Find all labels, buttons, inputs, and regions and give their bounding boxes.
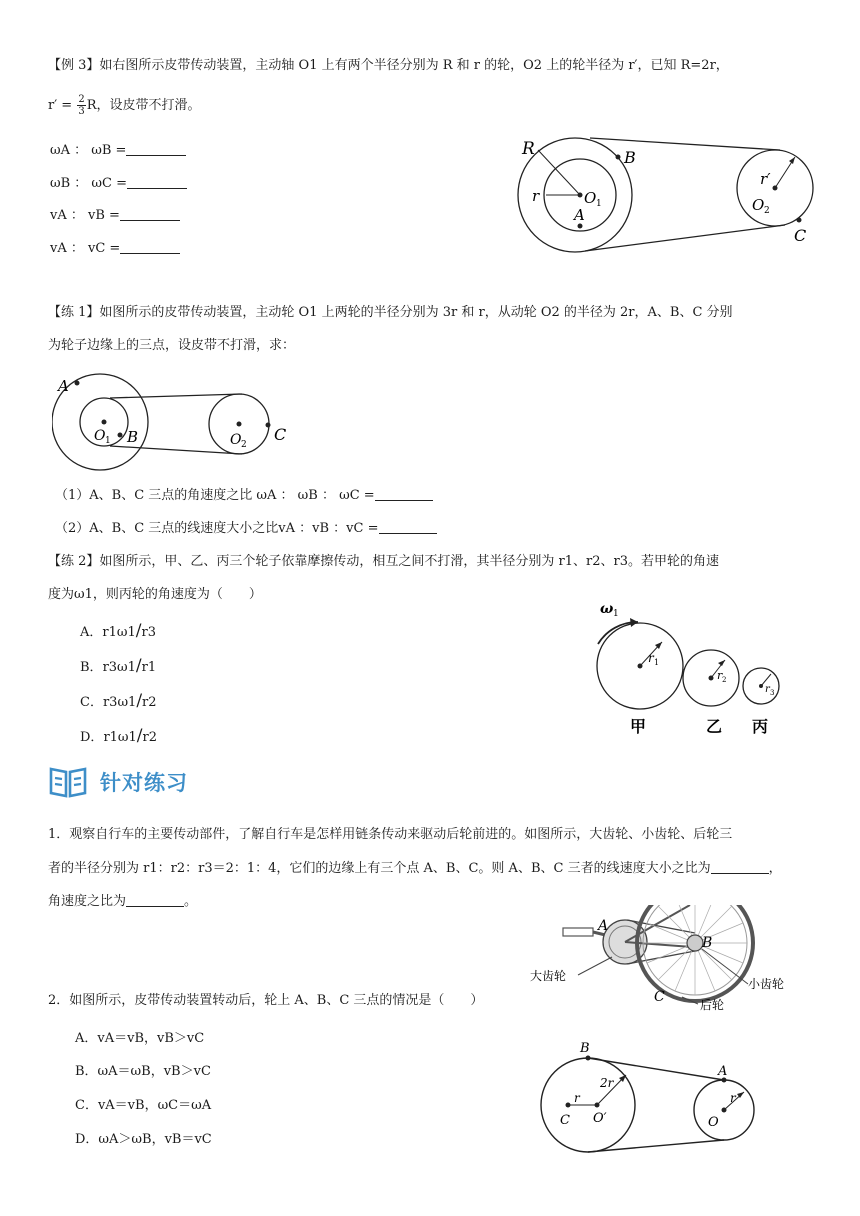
label-O1-sub: 1 xyxy=(105,436,111,446)
label-r3: r xyxy=(765,684,770,695)
small-sprocket xyxy=(687,935,703,951)
section-header xyxy=(48,762,188,802)
label-A: A xyxy=(574,206,585,224)
label-O2: O xyxy=(752,196,765,214)
ex3-belt-figure xyxy=(510,130,820,260)
option-key: D． xyxy=(80,730,104,745)
answer-blank[interactable] xyxy=(126,143,186,156)
point-B xyxy=(616,155,621,160)
label-R: R xyxy=(522,139,535,159)
label-O1-sub: 1 xyxy=(596,199,602,209)
ex3-q2 xyxy=(50,175,187,193)
point-C xyxy=(266,423,271,428)
label-C: C xyxy=(560,1113,570,1128)
label-big-sprocket: 大齿轮 xyxy=(530,969,567,983)
belt-top xyxy=(110,394,242,398)
fraction-numerator: 2 xyxy=(78,94,85,105)
q1-line2-text: 者的半径分别为 r1：r2：r3＝2：1：4，它们的边缘上有三个点 A、B、C。则 A、B、C 三者的线速度大小之比为 xyxy=(48,861,711,876)
pr1-line1: 【练 1】如图所示的皮带传动装置，主动轮 O1 上两轮的半径分别为 3r 和 r，从动轮 O2 的半径为 2r，A、B、C 分别 xyxy=(48,305,733,320)
belt-top xyxy=(590,138,780,150)
point-A xyxy=(578,224,583,229)
section-title: 针对练习 xyxy=(100,771,188,795)
label-A: A xyxy=(718,1064,728,1079)
ex3-q4 xyxy=(50,240,180,258)
label-B: B xyxy=(580,1041,590,1056)
label-r1: r xyxy=(648,651,654,665)
label-r-right: r xyxy=(730,1091,736,1105)
pr1-q1-text: （1）A、B、C 三点的角速度之比 ωA ： ωB ： ωC = xyxy=(55,488,375,503)
option-denominator: r2 xyxy=(142,695,157,710)
label-O2-sub: 2 xyxy=(764,206,770,216)
label-O2: O xyxy=(230,432,242,448)
label-O-prime: O′ xyxy=(593,1111,607,1126)
pr2-line1: 【练 2】如图所示，甲、乙、丙三个轮子依靠摩擦传动，相互之间不打滑，其半径分别为 r1、r2、r3。若甲轮的角速 xyxy=(48,554,719,569)
belt-bottom xyxy=(585,225,785,251)
ex3-line2-end: R，设皮带不打滑。 xyxy=(86,98,201,113)
label-omega-sub: 1 xyxy=(613,609,619,619)
label-yi: 乙 xyxy=(706,717,723,736)
ex3-q1 xyxy=(50,142,186,160)
fraction-denominator: 3 xyxy=(78,106,85,117)
answer-blank[interactable] xyxy=(711,861,769,874)
point-A xyxy=(75,381,80,386)
pr1-q2 xyxy=(55,520,437,538)
book-icon xyxy=(48,764,88,800)
ex3-q4-text: vA ： vC = xyxy=(50,241,121,256)
q1-line2 xyxy=(48,860,782,878)
label-A: A xyxy=(598,918,609,934)
label-O2-sub: 2 xyxy=(241,440,247,450)
q1-line3-text: 角速度之比为 xyxy=(48,894,127,909)
q2-stem: 2．如图所示，皮带传动装置转动后，轮上 A、B、C 三点的情况是（ ） xyxy=(48,993,484,1008)
pr2-option-a[interactable]: A．r1ω1/r3 xyxy=(80,621,156,641)
label-omega: ω xyxy=(600,601,614,617)
pr2-option-d[interactable]: D．r1ω1/r2 xyxy=(80,726,158,746)
q1-line2-end: ， xyxy=(768,861,782,876)
pr1-q2-text: （2）A、B、C 三点的线速度大小之比vA ：vB ：vC = xyxy=(55,521,379,536)
pr1-line2: 为轮子边缘上的三点，设皮带不打滑，求： xyxy=(48,338,296,353)
point-C xyxy=(797,218,802,223)
option-key: B． xyxy=(80,660,103,675)
option-key: A． xyxy=(80,625,103,640)
label-r2: r xyxy=(717,669,723,682)
ex3-line2-start: r′ = xyxy=(48,98,73,113)
option-numerator: r1ω1 xyxy=(102,625,136,640)
label-B: B xyxy=(624,148,636,167)
belt-bottom xyxy=(110,446,242,454)
pr1-q1 xyxy=(55,487,433,505)
center-O2 xyxy=(237,422,242,427)
option-numerator: r3ω1 xyxy=(102,660,136,675)
q2-option-b[interactable]: B．ωA＝ωB，vB＞vC xyxy=(75,1064,211,1079)
option-denominator: r2 xyxy=(142,730,158,745)
q1-line1: 1．观察自行车的主要传动部件，了解自行车是怎样用链条传动来驱动后轮前进的。如图所示，大齿轮、小齿轮、后轮三 xyxy=(48,827,733,842)
option-denominator: r3 xyxy=(141,625,156,640)
q2-option-a[interactable]: A．vA＝vB，vB＞vC xyxy=(75,1031,205,1046)
label-O1: O xyxy=(94,428,106,444)
label-O: O xyxy=(708,1115,719,1130)
label-bing: 丙 xyxy=(752,717,769,736)
label-C: C xyxy=(274,425,287,444)
label-small-sprocket: 小齿轮 xyxy=(748,977,785,991)
label-C: C xyxy=(794,226,807,245)
ex3-line2 xyxy=(48,94,201,117)
label-rear-wheel: 后轮 xyxy=(700,998,725,1012)
point-C xyxy=(566,1103,571,1108)
answer-blank[interactable] xyxy=(375,488,433,501)
q2-option-d[interactable]: D．ωA＞ωB，vB＝vC xyxy=(75,1132,212,1147)
pr2-wheels-figure xyxy=(590,596,790,736)
label-r-left: r xyxy=(574,1091,580,1105)
q2-belt-figure xyxy=(538,1040,768,1158)
ex3-q3-text: vA ： vB = xyxy=(50,208,120,223)
option-key: C． xyxy=(80,695,103,710)
pr1-belt-figure xyxy=(52,372,302,472)
label-jia: 甲 xyxy=(630,717,647,736)
belt-bottom xyxy=(588,1140,724,1152)
label-O1: O xyxy=(584,189,597,207)
bicycle-figure xyxy=(530,905,810,1017)
q1-line3 xyxy=(48,893,197,911)
label-r1-sub: 1 xyxy=(654,658,660,667)
label-r-prime: r′ xyxy=(760,170,771,188)
center-O1 xyxy=(102,420,107,425)
ex3-q2-text: ωB ： ωC = xyxy=(50,176,127,191)
label-r: r xyxy=(532,187,540,205)
pr2-line2: 度为ω1，则丙轮的角速度为（ ） xyxy=(48,587,262,602)
q2-option-c[interactable]: C．vA＝vB，ωC＝ωA xyxy=(75,1098,212,1113)
option-numerator: r1ω1 xyxy=(103,730,137,745)
option-numerator: r3ω1 xyxy=(102,695,137,710)
ex3-fraction xyxy=(77,94,85,117)
pr2-option-c[interactable]: C．r3ω1/r2 xyxy=(80,691,157,711)
pr2-option-b[interactable]: B．r3ω1/r1 xyxy=(80,656,157,676)
label-B: B xyxy=(127,428,139,446)
label-r2-sub: 2 xyxy=(722,676,727,684)
label-2r: 2r xyxy=(600,1076,614,1090)
pedal xyxy=(563,928,593,936)
ex3-q3 xyxy=(50,207,180,225)
ex3-q1-text: ωA ： ωB = xyxy=(50,143,127,158)
answer-blank[interactable] xyxy=(120,241,180,254)
point-B xyxy=(586,1056,591,1061)
answer-blank[interactable] xyxy=(120,208,180,221)
label-C: C xyxy=(654,989,665,1005)
answer-blank[interactable] xyxy=(379,521,437,534)
point-B xyxy=(118,433,123,438)
option-denominator: r1 xyxy=(141,660,157,675)
label-r3-sub: 3 xyxy=(770,689,775,697)
label-A: A xyxy=(58,377,69,395)
q1-line3-end: 。 xyxy=(184,894,198,909)
answer-blank[interactable] xyxy=(126,894,184,907)
answer-blank[interactable] xyxy=(127,176,187,189)
label-B: B xyxy=(702,935,713,951)
ex3-line1: 【例 3】如右图所示皮带传动装置，主动轴 O1 上有两个半径分别为 R 和 r 的轮，O2 上的轮半径为 r′，已知 R=2r， xyxy=(48,58,729,73)
